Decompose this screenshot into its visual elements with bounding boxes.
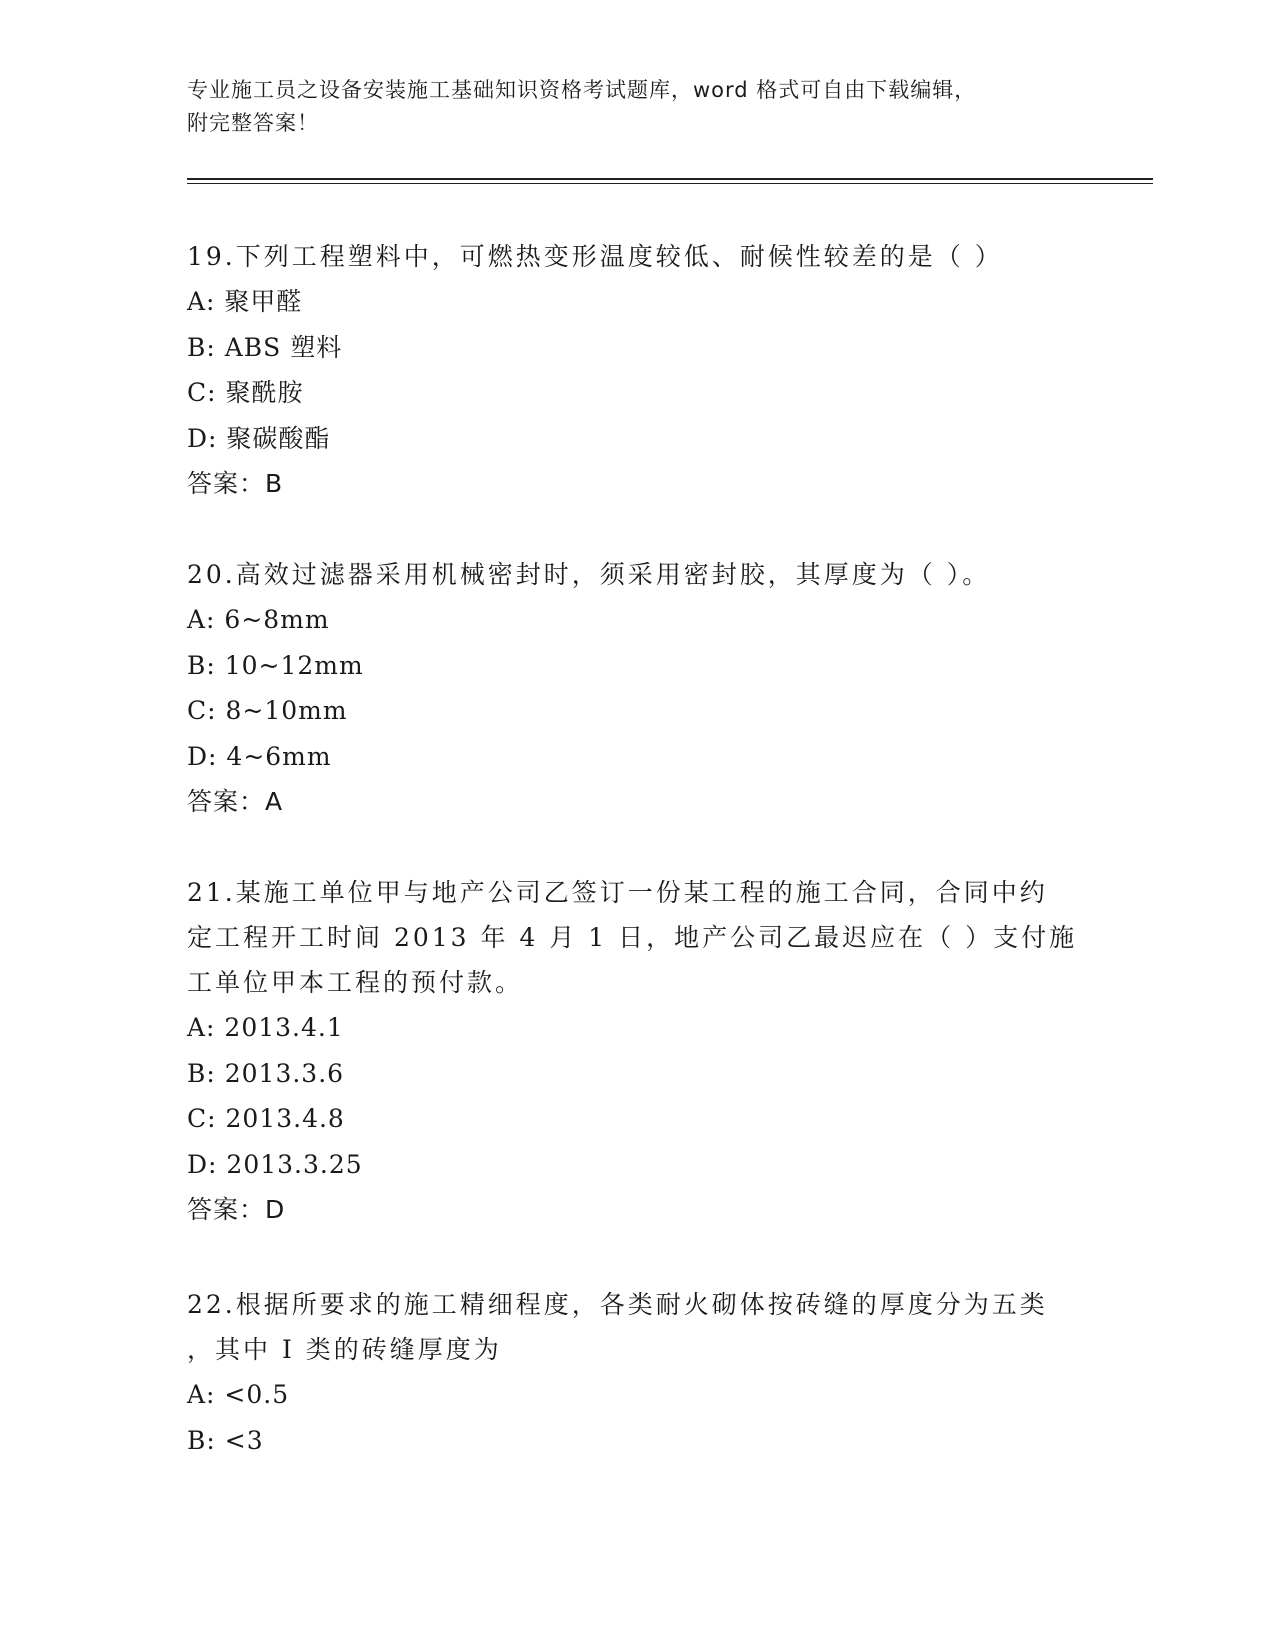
question-stem: 19.下列工程塑料中，可燃热变形温度较低、耐候性较差的是（ ）	[187, 242, 1003, 271]
question-stem-line-1: 22.根据所要求的施工精细程度，各类耐火砌体按砖缝的厚度分为五类	[187, 1290, 1048, 1319]
answer: 答案：B	[187, 469, 284, 498]
option-b: B: 2013.3.6	[187, 1058, 345, 1088]
option-c: C: 聚酰胺	[187, 378, 304, 407]
question-stem-line-2: ，其中 I 类的砖缝厚度为	[187, 1335, 502, 1364]
question-22	[187, 1282, 1087, 1463]
header-line-2: 附完整答案！	[187, 111, 319, 135]
option-c: C: 2013.4.8	[187, 1104, 345, 1133]
question-stem-line-2: 定工程开工时间 2013 年 4 月 1 日，地产公司乙最迟应在（ ）支付施	[187, 923, 1078, 952]
option-d: D: 2013.3.25	[187, 1149, 363, 1179]
question-stem-line-3: 工单位甲本工程的预付款。	[187, 968, 524, 997]
answer: 答案：D	[187, 1195, 286, 1224]
answer: 答案：A	[187, 787, 284, 816]
option-b: B: <3	[187, 1425, 264, 1455]
question-19	[187, 234, 1087, 506]
option-b: B: 10~12mm	[187, 650, 364, 680]
question-20	[187, 552, 1087, 824]
document-header	[187, 74, 1087, 140]
option-d: D: 聚碳酸酯	[187, 423, 331, 453]
question-stem-line-1: 21.某施工单位甲与地产公司乙签订一份某工程的施工合同，合同中约	[187, 878, 1048, 907]
option-a: A: 6~8mm	[187, 605, 330, 634]
option-b: B: ABS 塑料	[187, 332, 343, 362]
option-c: C: 8~10mm	[187, 696, 348, 725]
option-a: A: 2013.4.1	[187, 1013, 344, 1042]
option-a: A: <0.5	[187, 1380, 290, 1409]
option-d: D: 4~6mm	[187, 741, 332, 771]
question-21	[187, 870, 1087, 1232]
header-divider-bottom	[187, 183, 1153, 184]
option-a: A: 聚甲醛	[187, 287, 303, 316]
question-stem: 20.高效过滤器采用机械密封时，须采用密封胶，其厚度为（ ）。	[187, 560, 991, 589]
header-divider-top	[187, 178, 1153, 180]
header-line-1: 专业施工员之设备安装施工基础知识资格考试题库，word 格式可自由下载编辑，	[187, 78, 977, 102]
